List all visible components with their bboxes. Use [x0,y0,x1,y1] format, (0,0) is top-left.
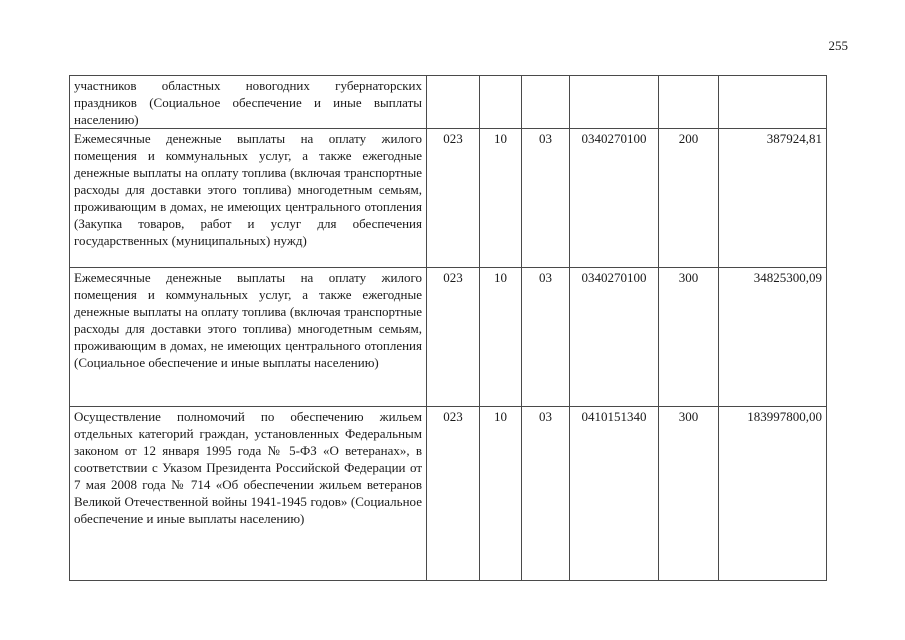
amount: 183997800,00 [719,407,827,581]
subsection-code: 03 [522,129,570,268]
expense-type-code: 300 [659,407,719,581]
row-description: участников областных новогодних губернаторских праздников (Социальное обеспечение и иные выплаты населению) [70,76,427,129]
amount: 387924,81 [719,129,827,268]
section-code: 10 [480,268,522,407]
amount [719,76,827,129]
table-row [70,268,827,407]
amount: 34825300,09 [719,268,827,407]
subsection-code [522,76,570,129]
target-article-code: 0410151340 [570,407,659,581]
row-description: Ежемесячные денежные выплаты на оплату жилого помещения и коммунальных услуг, а также ежегодные денежные выплаты на оплату топлива (включая транспортные расходы для доставки этого топлива) многодетным семьям, проживающим в домах, не имеющих центрального отопления (Социальное обеспечение и иные выплаты населению) [70,268,427,407]
row-description: Ежемесячные денежные выплаты на оплату жилого помещения и коммунальных услуг, а также ежегодные денежные выплаты на оплату топлива (включая транспортные расходы для доставки этого топлива) многодетным семьям, проживающим в домах, не имеющих центрального отопления (Закупка товаров, работ и услуг для обеспечения государственных (муниципальных) нужд) [70,129,427,268]
target-article-code: 0340270100 [570,129,659,268]
ministry-code: 023 [427,268,480,407]
subsection-code: 03 [522,268,570,407]
expense-type-code [659,76,719,129]
target-article-code [570,76,659,129]
ministry-code: 023 [427,407,480,581]
budget-table [69,75,827,581]
table-row [70,129,827,268]
section-code: 10 [480,129,522,268]
ministry-code: 023 [427,129,480,268]
table-row [70,407,827,581]
table-row [70,76,827,129]
section-code: 10 [480,407,522,581]
row-description: Осуществление полномочий по обеспечению жильем отдельных категорий граждан, установленных Федеральным законом от 12 января 1995 года № 5-ФЗ «О ветеранах», в соответствии с Указом Президента Российской Федерации от 7 мая 2008 года № 714 «Об обеспечении жильем ветеранов Великой Отечественной войны 1941-1945 годов» (Социальное обеспечение и иные выплаты населению) [70,407,427,581]
target-article-code: 0340270100 [570,268,659,407]
expense-type-code: 300 [659,268,719,407]
page-number: 255 [828,38,848,53]
expense-type-code: 200 [659,129,719,268]
ministry-code [427,76,480,129]
subsection-code: 03 [522,407,570,581]
section-code [480,76,522,129]
